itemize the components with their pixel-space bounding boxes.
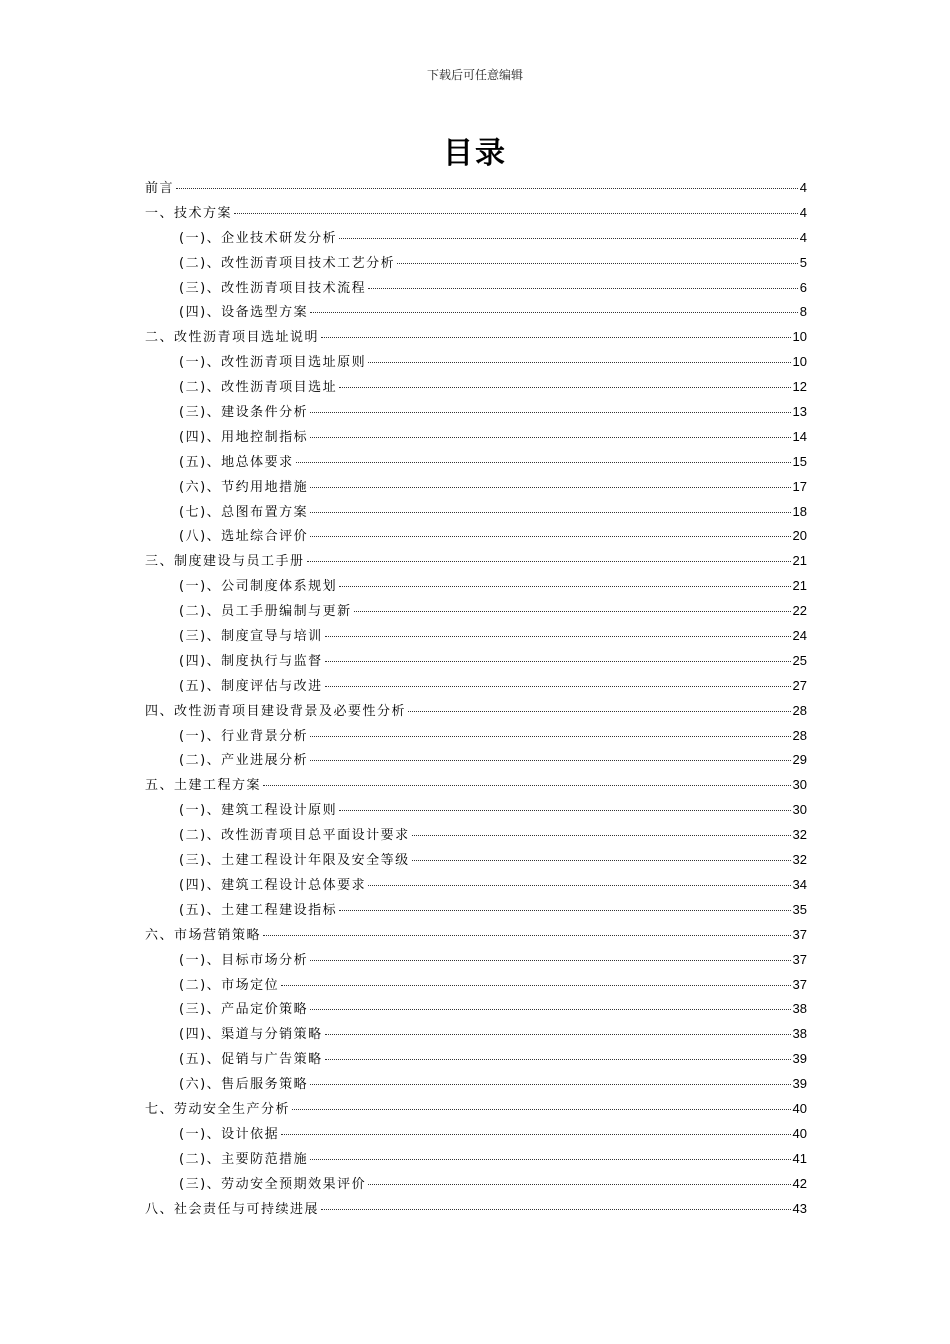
toc-entry[interactable] xyxy=(145,524,807,549)
toc-entry-label: (三)、制度宣导与培训 xyxy=(179,629,323,645)
toc-entry-page: 35 xyxy=(792,901,807,917)
toc-leader-dots xyxy=(368,884,790,886)
toc-leader-dots xyxy=(368,287,798,289)
toc-leader-dots xyxy=(296,461,791,463)
toc-leader-dots xyxy=(354,610,791,612)
toc-entry-label: (一)、目标市场分析 xyxy=(179,952,309,968)
toc-entry-page: 4 xyxy=(799,180,807,195)
toc-entry[interactable] xyxy=(145,1147,807,1172)
toc-entry-page: 28 xyxy=(792,702,807,718)
toc-entry-label: (三)、改性沥青项目技术流程 xyxy=(179,280,367,296)
toc-entry-label: (一)、企业技术研发分析 xyxy=(179,230,338,246)
toc-leader-dots xyxy=(310,535,790,537)
toc-leader-dots xyxy=(310,411,790,413)
toc-entry-label: (三)、建设条件分析 xyxy=(179,405,309,421)
toc-entry-page: 15 xyxy=(792,453,807,469)
toc-leader-dots xyxy=(412,859,791,861)
toc-entry-label: (二)、改性沥青项目选址 xyxy=(179,380,338,396)
toc-entry-page: 37 xyxy=(792,976,807,992)
toc-leader-dots xyxy=(325,1058,791,1060)
toc-entry-page: 13 xyxy=(792,404,807,420)
table-of-contents xyxy=(145,176,807,1221)
toc-entry-page: 21 xyxy=(792,578,807,594)
toc-entry[interactable] xyxy=(145,276,807,301)
toc-leader-dots xyxy=(325,660,791,662)
toc-entry[interactable] xyxy=(145,1022,807,1047)
toc-entry[interactable] xyxy=(145,973,807,998)
toc-entry-page: 40 xyxy=(792,1125,807,1141)
toc-leader-dots xyxy=(339,909,790,911)
toc-entry-label: (三)、土建工程设计年限及安全等级 xyxy=(179,853,410,869)
toc-entry-page: 38 xyxy=(792,1026,807,1042)
toc-entry-page: 32 xyxy=(792,852,807,868)
toc-entry[interactable] xyxy=(145,425,807,450)
toc-entry-page: 14 xyxy=(792,428,807,444)
toc-entry-page: 38 xyxy=(792,1001,807,1017)
toc-entry[interactable] xyxy=(145,350,807,375)
toc-entry-label: 七、劳动安全生产分析 xyxy=(145,1101,291,1117)
toc-entry[interactable] xyxy=(145,574,807,599)
toc-entry[interactable] xyxy=(145,823,807,848)
toc-entry-label: (五)、制度评估与改进 xyxy=(179,678,323,694)
toc-entry[interactable] xyxy=(145,1072,807,1097)
toc-entry[interactable] xyxy=(145,1097,807,1122)
toc-entry-page: 28 xyxy=(792,727,807,743)
toc-entry-label: (四)、制度执行与监督 xyxy=(179,653,323,669)
toc-entry-page: 4 xyxy=(799,204,807,220)
toc-leader-dots xyxy=(325,635,791,637)
toc-entry-label: (二)、主要防范措施 xyxy=(179,1151,309,1167)
toc-entry-page: 30 xyxy=(792,802,807,818)
toc-leader-dots xyxy=(325,1033,791,1035)
toc-entry[interactable] xyxy=(145,251,807,276)
toc-entry[interactable] xyxy=(145,674,807,699)
toc-entry-page: 42 xyxy=(792,1175,807,1191)
toc-entry-page: 22 xyxy=(792,603,807,619)
toc-leader-dots xyxy=(263,934,791,936)
toc-entry[interactable] xyxy=(145,848,807,873)
toc-leader-dots xyxy=(307,560,791,562)
toc-entry[interactable] xyxy=(145,549,807,574)
toc-entry-label: (四)、用地控制指标 xyxy=(179,429,309,445)
toc-entry-label: (一)、设计依据 xyxy=(179,1126,280,1142)
toc-entry-page: 20 xyxy=(792,528,807,544)
toc-entry[interactable] xyxy=(145,773,807,798)
toc-entry-label: (六)、售后服务策略 xyxy=(179,1077,309,1093)
toc-entry-label: (四)、设备选型方案 xyxy=(179,305,309,321)
toc-entry[interactable] xyxy=(145,400,807,425)
toc-entry[interactable] xyxy=(145,500,807,525)
toc-leader-dots xyxy=(281,1133,790,1135)
toc-entry-label: (四)、渠道与分销策略 xyxy=(179,1027,323,1043)
toc-entry[interactable] xyxy=(145,997,807,1022)
toc-entry-label: (五)、促销与广告策略 xyxy=(179,1052,323,1068)
toc-leader-dots xyxy=(339,809,790,811)
toc-entry[interactable] xyxy=(145,1172,807,1197)
toc-entry[interactable] xyxy=(145,948,807,973)
toc-entry-label: 八、社会责任与可持续进展 xyxy=(145,1201,320,1217)
toc-entry[interactable] xyxy=(145,748,807,773)
toc-entry[interactable] xyxy=(145,375,807,400)
toc-leader-dots xyxy=(339,386,790,388)
toc-leader-dots xyxy=(310,959,790,961)
toc-entry-page: 10 xyxy=(792,329,807,345)
toc-leader-dots xyxy=(310,1008,790,1010)
toc-entry[interactable] xyxy=(145,898,807,923)
toc-entry-label: (二)、产业进展分析 xyxy=(179,753,309,769)
toc-leader-dots xyxy=(310,511,790,513)
toc-entry[interactable] xyxy=(145,1047,807,1072)
toc-leader-dots xyxy=(292,1108,791,1110)
toc-entry[interactable] xyxy=(145,201,807,226)
toc-entry-label: 二、改性沥青项目选址说明 xyxy=(145,330,320,346)
toc-entry-page: 27 xyxy=(792,677,807,693)
toc-leader-dots xyxy=(339,585,790,587)
toc-entry-label: 一、技术方案 xyxy=(145,205,233,221)
toc-leader-dots xyxy=(310,486,790,488)
toc-entry[interactable] xyxy=(145,649,807,674)
toc-leader-dots xyxy=(234,212,798,214)
toc-entry-page: 39 xyxy=(792,1051,807,1067)
toc-title: 目录 xyxy=(443,136,507,171)
toc-leader-dots xyxy=(325,685,791,687)
toc-entry-page: 12 xyxy=(792,379,807,395)
toc-entry-page: 37 xyxy=(792,951,807,967)
toc-leader-dots xyxy=(310,735,790,737)
toc-entry-page: 32 xyxy=(792,827,807,843)
toc-leader-dots xyxy=(408,710,791,712)
toc-entry-page: 34 xyxy=(792,876,807,892)
toc-entry[interactable] xyxy=(145,624,807,649)
toc-entry-page: 43 xyxy=(792,1200,807,1216)
toc-entry-page: 30 xyxy=(792,777,807,793)
toc-entry-page: 8 xyxy=(799,304,807,320)
toc-entry[interactable] xyxy=(145,450,807,475)
toc-entry-label: 五、土建工程方案 xyxy=(145,778,262,794)
toc-entry-label: (二)、改性沥青项目技术工艺分析 xyxy=(179,255,396,271)
toc-entry-page: 5 xyxy=(799,254,807,270)
toc-entry-page: 37 xyxy=(792,926,807,942)
toc-entry-page: 40 xyxy=(792,1100,807,1116)
toc-entry-label: (五)、土建工程建设指标 xyxy=(179,902,338,918)
header-note: 下载后可任意编辑 xyxy=(426,68,523,82)
toc-leader-dots xyxy=(310,311,798,313)
toc-entry-label: (三)、产品定价策略 xyxy=(179,1002,309,1018)
toc-entry-page: 18 xyxy=(792,503,807,519)
toc-entry-label: (三)、劳动安全预期效果评价 xyxy=(179,1176,367,1192)
toc-entry[interactable] xyxy=(145,176,807,201)
toc-entry-label: (一)、建筑工程设计原则 xyxy=(179,803,338,819)
toc-leader-dots xyxy=(339,237,798,239)
toc-leader-dots xyxy=(397,262,798,264)
toc-leader-dots xyxy=(310,1083,790,1085)
toc-entry-label: (二)、改性沥青项目总平面设计要求 xyxy=(179,828,410,844)
toc-leader-dots xyxy=(176,187,798,189)
toc-entry-page: 41 xyxy=(792,1150,807,1166)
toc-entry-label: (五)、地总体要求 xyxy=(179,454,294,470)
toc-entry[interactable] xyxy=(145,1122,807,1147)
toc-entry-page: 17 xyxy=(792,478,807,494)
toc-entry-page: 21 xyxy=(792,553,807,569)
toc-entry-page: 6 xyxy=(799,279,807,295)
toc-leader-dots xyxy=(263,784,791,786)
toc-leader-dots xyxy=(368,361,790,363)
toc-entry-label: (二)、员工手册编制与更新 xyxy=(179,604,352,620)
toc-entry[interactable] xyxy=(145,325,807,350)
toc-entry[interactable] xyxy=(145,798,807,823)
toc-entry-label: 四、改性沥青项目建设背景及必要性分析 xyxy=(145,703,407,719)
toc-entry-label: 前言 xyxy=(145,181,175,196)
toc-leader-dots xyxy=(310,1158,790,1160)
toc-leader-dots xyxy=(321,336,791,338)
toc-entry-label: (一)、公司制度体系规划 xyxy=(179,579,338,595)
toc-entry-page: 4 xyxy=(799,229,807,245)
toc-entry-page: 29 xyxy=(792,752,807,768)
toc-leader-dots xyxy=(412,834,791,836)
toc-leader-dots xyxy=(310,759,790,761)
toc-leader-dots xyxy=(368,1183,790,1185)
toc-entry[interactable] xyxy=(145,923,807,948)
toc-entry-label: 六、市场营销策略 xyxy=(145,927,262,943)
toc-leader-dots xyxy=(321,1208,791,1210)
toc-entry-label: (四)、建筑工程设计总体要求 xyxy=(179,877,367,893)
toc-entry-label: 三、制度建设与员工手册 xyxy=(145,554,305,570)
toc-entry-label: (八)、选址综合评价 xyxy=(179,529,309,545)
toc-entry[interactable] xyxy=(145,724,807,749)
toc-entry-label: (一)、改性沥青项目选址原则 xyxy=(179,355,367,371)
toc-entry[interactable] xyxy=(145,1197,807,1222)
toc-leader-dots xyxy=(281,984,790,986)
toc-entry[interactable] xyxy=(145,300,807,325)
toc-entry-page: 10 xyxy=(792,354,807,370)
toc-entry-label: (六)、节约用地措施 xyxy=(179,479,309,495)
toc-leader-dots xyxy=(310,436,790,438)
toc-entry[interactable] xyxy=(145,599,807,624)
toc-entry[interactable] xyxy=(145,475,807,500)
toc-entry-page: 39 xyxy=(792,1076,807,1092)
toc-entry-page: 25 xyxy=(792,652,807,668)
toc-entry-label: (二)、市场定位 xyxy=(179,977,280,993)
toc-entry-label: (一)、行业背景分析 xyxy=(179,728,309,744)
toc-entry-page: 24 xyxy=(792,628,807,644)
toc-entry-label: (七)、总图布置方案 xyxy=(179,504,309,520)
toc-entry[interactable] xyxy=(145,873,807,898)
toc-entry[interactable] xyxy=(145,226,807,251)
toc-entry[interactable] xyxy=(145,699,807,724)
